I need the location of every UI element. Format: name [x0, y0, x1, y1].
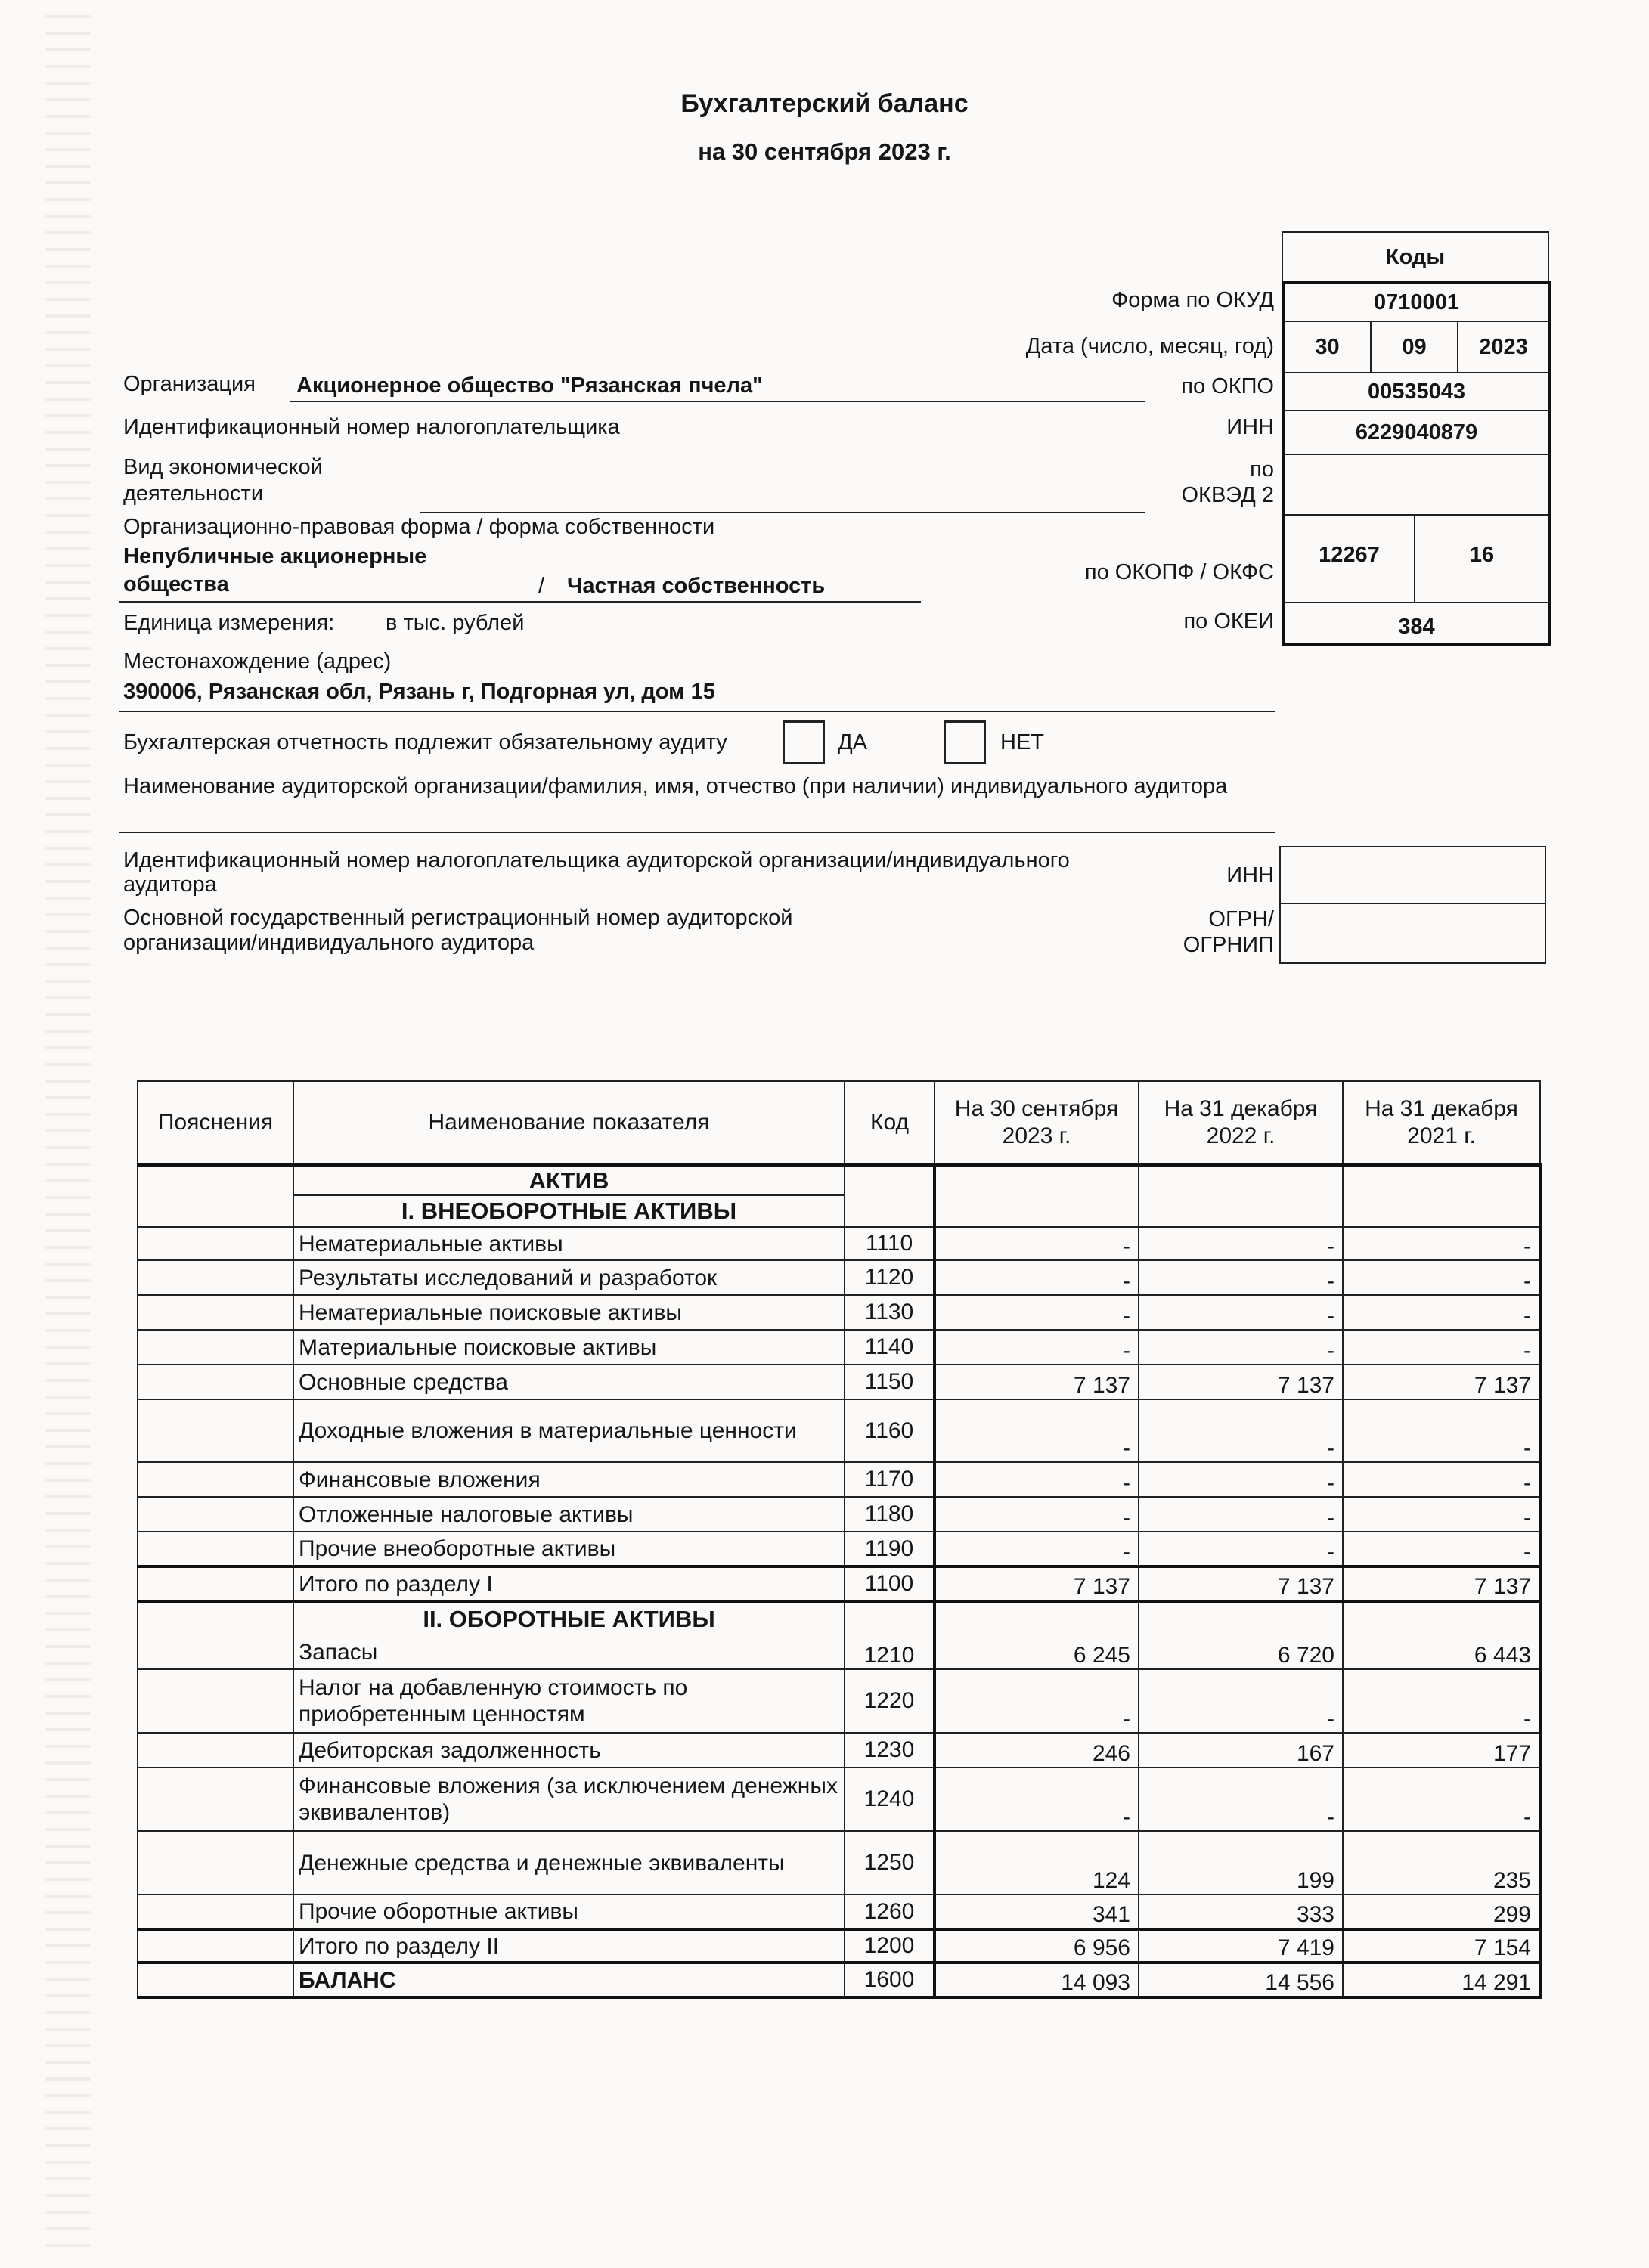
row-code: 1240: [845, 1768, 935, 1831]
row-value-col2: -: [1139, 1330, 1343, 1365]
row-name: Итого по разделу II: [293, 1929, 845, 1963]
row-code: 1140: [845, 1330, 935, 1365]
row-code: 1180: [845, 1497, 935, 1532]
row-name: Налог на добавленную стоимость по приобретенным ценностям: [293, 1669, 845, 1733]
row-value-col1: 7 137: [935, 1365, 1139, 1399]
row-name: Итого по разделу I: [293, 1566, 845, 1601]
row-value-col3: 7 137: [1343, 1566, 1540, 1601]
row-value-col2: 6 720: [1139, 1601, 1343, 1669]
table-row: [138, 1260, 1540, 1295]
balance-table: [137, 1080, 1542, 1999]
audit-no-checkbox[interactable]: [944, 720, 986, 764]
legal-form-value-2: общества: [123, 572, 229, 596]
auditor-name-label: Наименование аудиторской организации/фамилия, имя, отчество (при наличии) индивидуального аудитора: [123, 774, 1228, 798]
row-value-col3: -: [1343, 1497, 1540, 1532]
section-current: II. ОБОРОТНЫЕ АКТИВЫ: [293, 1601, 845, 1636]
row-value-col3: -: [1343, 1330, 1540, 1365]
row-value-col3: -: [1343, 1227, 1540, 1260]
ownership-value: Частная собственность: [567, 574, 826, 598]
unit-label: Единица измерения:: [123, 611, 335, 635]
row-value-col1: -: [935, 1295, 1139, 1330]
table-row: [138, 1669, 1540, 1733]
section-noncurrent: I. ВНЕОБОРОТНЫЕ АКТИВЫ: [293, 1195, 845, 1227]
auditor-ogrn-code-1: ОГРН/: [1208, 907, 1274, 931]
codes-header: Коды: [1282, 231, 1549, 283]
table-row: [138, 1365, 1540, 1399]
auditor-codes-box: [1279, 846, 1546, 964]
auditor-ogrn-label-1: Основной государственный регистрационный номер аудиторской: [123, 906, 793, 930]
row-code: 1250: [845, 1831, 935, 1895]
row-value-col3: -: [1343, 1399, 1540, 1462]
row-code: 1160: [845, 1399, 935, 1462]
row-value-col3: 7 154: [1343, 1929, 1540, 1963]
header-name: Наименование показателя: [293, 1081, 845, 1165]
row-value-col2: -: [1139, 1227, 1343, 1260]
row-name: БАЛАНС: [293, 1963, 845, 1997]
okved-label-2: ОКВЭД 2: [1181, 483, 1274, 507]
row-name: Денежные средства и денежные эквиваленты: [293, 1831, 845, 1895]
inn-label-left: Идентификационный номер налогоплательщика: [123, 415, 620, 439]
auditor-codes-divider: [1279, 903, 1546, 904]
row-value-col1: -: [935, 1399, 1139, 1462]
row-name: Отложенные налоговые активы: [293, 1497, 845, 1532]
row-value-col2: -: [1139, 1497, 1343, 1532]
section-row: [138, 1165, 1540, 1195]
row-value-col1: -: [935, 1227, 1139, 1260]
row-value-col1: 14 093: [935, 1963, 1139, 1997]
okpo-label: по ОКПО: [1181, 374, 1274, 398]
row-value-col1: -: [935, 1669, 1139, 1733]
row-name: Прочие внеоборотные активы: [293, 1532, 845, 1566]
okved-label-1: по: [1250, 457, 1274, 482]
auditor-inn-label-1: Идентификационный номер налогоплательщика аудиторской организации/индивидуального: [123, 848, 1070, 872]
row-name: Дебиторская задолженность: [293, 1733, 845, 1768]
header-code: Код: [845, 1081, 935, 1165]
table-row: [138, 1399, 1540, 1462]
row-value-col1: 341: [935, 1895, 1139, 1929]
row-value-col1: 6 245: [935, 1601, 1139, 1669]
row-name: Результаты исследований и разработок: [293, 1260, 845, 1295]
row-value-col2: 199: [1139, 1831, 1343, 1895]
table-row: [138, 1295, 1540, 1330]
row-name: Материальные поисковые активы: [293, 1330, 845, 1365]
auditor-name-underline: [119, 832, 1275, 833]
row-code: 1120: [845, 1260, 935, 1295]
table-row: [138, 1768, 1540, 1831]
row-value-col3: -: [1343, 1768, 1540, 1831]
legal-form-underline: [119, 601, 921, 603]
row-code: 1230: [845, 1733, 935, 1768]
activity-underline: [420, 512, 1145, 513]
inn-value: 6229040879: [1285, 411, 1548, 455]
row-value-col3: -: [1343, 1295, 1540, 1330]
inn-label-right: ИНН: [1226, 415, 1274, 439]
row-value-col2: 7 137: [1139, 1566, 1343, 1601]
ownership-separator: /: [538, 574, 545, 598]
row-value-col2: -: [1139, 1768, 1343, 1831]
row-value-col3: -: [1343, 1260, 1540, 1295]
subtotal-row: [138, 1566, 1540, 1601]
row-value-col2: -: [1139, 1260, 1343, 1295]
table-row: [138, 1831, 1540, 1895]
row-name: Нематериальные поисковые активы: [293, 1295, 845, 1330]
auditor-ogrn-code-2: ОГРНИП: [1183, 933, 1274, 957]
row-value-col2: -: [1139, 1399, 1343, 1462]
row-value-col3: 235: [1343, 1831, 1540, 1895]
audit-question: Бухгалтерская отчетность подлежит обязательному аудиту: [123, 730, 727, 754]
table-row: [138, 1733, 1540, 1768]
org-underline: [290, 401, 1145, 402]
audit-no-label: НЕТ: [1000, 730, 1044, 754]
row-name: Нематериальные активы: [293, 1227, 845, 1260]
table-row: [138, 1330, 1540, 1365]
scan-margin-artifact: [45, 15, 91, 2253]
section-row: [138, 1601, 1540, 1636]
row-value-col2: 7 137: [1139, 1365, 1343, 1399]
row-value-col2: -: [1139, 1669, 1343, 1733]
auditor-inn-code: ИНН: [1226, 863, 1274, 888]
okved-value: [1285, 455, 1548, 516]
row-name: Финансовые вложения: [293, 1462, 845, 1497]
row-code: 1170: [845, 1462, 935, 1497]
table-row: [138, 1462, 1540, 1497]
page-date: на 30 сентября 2023 г.: [698, 138, 951, 165]
header-col1: На 30 сентября 2023 г.: [935, 1081, 1139, 1165]
header-col2: На 31 декабря 2022 г.: [1139, 1081, 1343, 1165]
header-notes: Пояснения: [138, 1081, 293, 1165]
row-value-col1: 124: [935, 1831, 1139, 1895]
date-month: 09: [1372, 322, 1458, 373]
table-row: [138, 1497, 1540, 1532]
address-label: Местонахождение (адрес): [123, 649, 392, 674]
row-value-col1: 6 956: [935, 1929, 1139, 1963]
date-year: 2023: [1458, 322, 1548, 373]
table-row: [138, 1227, 1540, 1260]
row-value-col1: -: [935, 1532, 1139, 1566]
okpo-value: 00535043: [1285, 373, 1548, 411]
header-col3: На 31 декабря 2021 г.: [1343, 1081, 1540, 1165]
legal-form-value-1: Непубличные акционерные: [123, 544, 427, 569]
row-value-col2: 333: [1139, 1895, 1343, 1929]
row-name: Прочие оборотные активы: [293, 1895, 845, 1929]
address-value: 390006, Рязанская обл, Рязань г, Подгорная ул, дом 15: [123, 680, 715, 704]
okopf-value: 12267: [1285, 516, 1415, 603]
unit-value: в тыс. рублей: [386, 611, 525, 635]
row-value-col3: -: [1343, 1462, 1540, 1497]
table-row: [138, 1895, 1540, 1929]
row-code: 1220: [845, 1669, 935, 1733]
total-row: [138, 1963, 1540, 1997]
row-value-col3: 14 291: [1343, 1963, 1540, 1997]
audit-yes-checkbox[interactable]: [783, 720, 825, 764]
okfs-value: 16: [1415, 516, 1548, 603]
row-value-col2: 7 419: [1139, 1929, 1343, 1963]
address-underline: [119, 711, 1275, 712]
page-title: Бухгалтерский баланс: [680, 89, 969, 118]
row-value-col1: -: [935, 1260, 1139, 1295]
okopf-label: по ОКОПФ / ОКФС: [1084, 560, 1274, 584]
activity-label-1: Вид экономической: [123, 455, 323, 479]
auditor-ogrn-label-2: организации/индивидуального аудитора: [123, 931, 535, 955]
date-day: 30: [1285, 322, 1372, 373]
table-header-row: [138, 1081, 1540, 1165]
row-name: Запасы: [293, 1636, 845, 1669]
row-value-col1: 246: [935, 1733, 1139, 1768]
legal-form-label: Организационно-правовая форма / форма собственности: [123, 515, 715, 539]
row-code: 1210: [845, 1601, 935, 1669]
row-value-col1: -: [935, 1330, 1139, 1365]
row-value-col2: -: [1139, 1532, 1343, 1566]
row-value-col1: -: [935, 1768, 1139, 1831]
row-code: 1150: [845, 1365, 935, 1399]
row-name: Основные средства: [293, 1365, 845, 1399]
auditor-inn-label-2: аудитора: [123, 872, 217, 897]
row-value-col2: -: [1139, 1295, 1343, 1330]
row-value-col3: 6 443: [1343, 1601, 1540, 1669]
row-code: 1110: [845, 1227, 935, 1260]
subtotal-row: [138, 1929, 1540, 1963]
date-label: Дата (число, месяц, год): [1025, 334, 1274, 358]
row-code: 1100: [845, 1566, 935, 1601]
row-code: 1130: [845, 1295, 935, 1330]
okud-value: 0710001: [1285, 284, 1548, 322]
row-value-col2: -: [1139, 1462, 1343, 1497]
org-value: Акционерное общество "Рязанская пчела": [296, 373, 763, 398]
row-value-col3: -: [1343, 1532, 1540, 1566]
okei-label: по ОКЕИ: [1183, 609, 1274, 634]
row-value-col3: 177: [1343, 1733, 1540, 1768]
row-value-col3: -: [1343, 1669, 1540, 1733]
org-label: Организация: [123, 372, 256, 396]
okei-value: 384: [1398, 615, 1435, 639]
row-value-col1: -: [935, 1462, 1139, 1497]
table-row: [138, 1532, 1540, 1566]
row-value-col1: 7 137: [935, 1566, 1139, 1601]
audit-yes-label: ДА: [838, 730, 867, 754]
row-value-col3: 299: [1343, 1895, 1540, 1929]
section-asset: АКТИВ: [293, 1165, 845, 1195]
row-name: Финансовые вложения (за исключением денежных эквивалентов): [293, 1768, 845, 1831]
row-code: 1600: [845, 1963, 935, 1997]
row-value-col2: 167: [1139, 1733, 1343, 1768]
row-value-col3: 7 137: [1343, 1365, 1540, 1399]
row-code: 1190: [845, 1532, 935, 1566]
row-code: 1200: [845, 1929, 935, 1963]
okud-label: Форма по ОКУД: [1111, 288, 1274, 312]
row-name: Доходные вложения в материальные ценности: [293, 1399, 845, 1462]
row-code: 1260: [845, 1895, 935, 1929]
row-value-col2: 14 556: [1139, 1963, 1343, 1997]
row-value-col1: -: [935, 1497, 1139, 1532]
activity-label-2: деятельности: [123, 482, 264, 506]
